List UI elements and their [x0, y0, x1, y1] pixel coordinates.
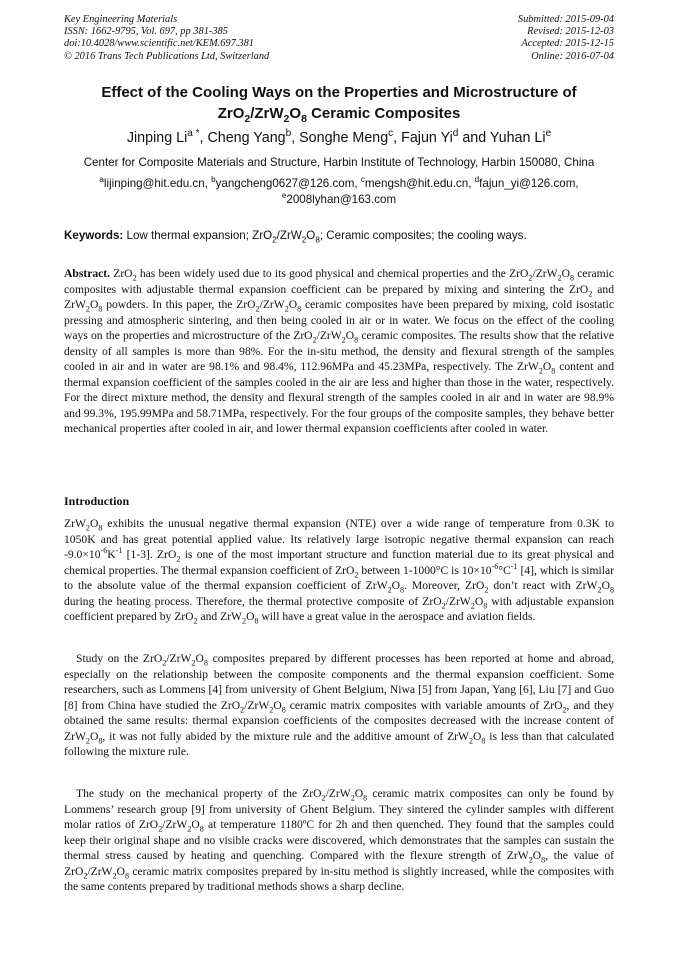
- author: Fajun Yi$^d$ and: [401, 128, 490, 146]
- affiliation: Center for Composite Materials and Structure, Harbin Institute of Technology, Harbin 150080, China: [83, 156, 595, 169]
- keywords-label: Keywords:: [64, 229, 124, 242]
- journal-copyright: © 2016 Trans Tech Publications Ltd, Switzerland: [64, 50, 270, 62]
- abstract-label: Abstract.: [64, 267, 111, 280]
- submitted-date: Submitted: 2015-09-04: [517, 14, 614, 25]
- revised-date: Revised: 2015-12-03: [527, 26, 614, 38]
- online-date: Online: 2016-07-04: [531, 50, 614, 62]
- abstract: [64, 266, 614, 437]
- title-line-1: Effect of the Cooling Ways on the Properties and Microstructure of: [101, 84, 577, 101]
- section-heading-introduction: Introduction: [64, 494, 130, 508]
- intro-paragraph-1: $ZrW_2O_8$ exhibits the unusual negative thermal expansion (NTE) over a wide range of temperature from 0.3K to 1050K and has great potential applied value. Its relatively large isotropic negative thermal expansion can reach $-9.0\times 10^{-6}K^{-1}$ [1-3]. ZrO$_2$ is one of the most important structure and function material due to its great physical and chemical properties. The thermal expansion coefficient of ZrO$_2$ between 1-1000°C is $10\times 10^{-6}^\circ C^{-1}$ [4], which is similar to the absolute value of the thermal expansion coefficient of $ZrW_2O_8$. Moreover, ZrO$_2$ don’t react with $ZrW_2O_8$ during the heating process. Therefore, the thermal protective composite of $ZrO_2/ZrW_2O_8$ with adjustable expansion coefficient prepared by ZrO$_2$ and $ZrW_2O_8$ will have a great value in the aerospace and aviation fields.: [64, 517, 614, 626]
- abstract-body: ZrO$_2$ has been widely used due to its good physical and chemical properties and the $ZrO_2/ZrW_2O_8$ ceramic composites with adjustable thermal expansion coefficient can be prepared by mixing and sintering the ZrO$_2$ and $ZrW_2O_8$ powders. In this paper, the $ZrO_2/ZrW_2O_8$ ceramic composites have been prepared by mixing, cold isostatic pressing and atmospheric sintering, and then being cooled in air or in water. We focus on the effect of the cooling ways on the properties and microstructure of the $ZrO_2/ZrW_2O_8$ ceramic composites. The results show that the relative density of all samples is more than 98%. For the in-situ method, the density and flexural strength of the samples cooled in air and in water are 98.1% and 98.4%, 112.96MPa and 45.23MPa, respectively. The $ZrW_2O_8$ content and thermal expansion coefficient of the samples cooled in the air are less and higher than those in the water, respectively. For the direct mixture method, the density and flexural strength of the samples cooled in air and in water are 98.9% and 99.3%, 195.99MPa and 58.71MPa, respectively. For the four groups of the composite samples, they behave better mechanical properties after cooled in air, and lower thermal expansion coefficients after cooled in water.: [64, 267, 615, 435]
- journal-name: Key Engineering Materials: [64, 14, 178, 25]
- email[interactable]: $^d$fajun_yi@126.com: [474, 175, 576, 190]
- journal-issn: ISSN: 1662-9795, Vol. 697, pp 381-385: [64, 26, 228, 38]
- intro-paragraph-2: Study on the $ZrO_2/ZrW_2O_8$ composites prepared by different processes has been reported at home and abroad, especially on the relationship between the composite components and the thermal expansion coefficient. Some researchers, such as Lommens [4] from university of Ghent Belgium, Niwa [5] from Japan, Yang [6], Liu [7] and Guo [8] from China have studied the $ZrO_2/ZrW_2O_8$ ceramic matrix composites with variable amounts of ZrO$_2$, and they obtained the same results: thermal expansion coefficients of the composites decreased with the increase content of $ZrW_2O_8$, it was not fully abided by the mixture rule and the additive amount of $ZrW_2O_8$ is less than that calculated following the mixture rule.: [64, 652, 615, 758]
- keywords: Keywords: Low thermal expansion; $ZrO_2/ZrW_2O_8$; Ceramic composites; the cooling ways.: [64, 229, 527, 245]
- author: Yuhan Li$^e$: [489, 128, 552, 146]
- title-line-2: $ZrO_2/ZrW_2O_8$ Ceramic Composites: [217, 105, 461, 125]
- email[interactable]: $^a$lijinping@hit.edu.cn: [99, 175, 205, 190]
- author-list: [64, 128, 614, 148]
- email[interactable]: $^b$yangcheng0627@126.com: [211, 175, 355, 190]
- author: Cheng Yang$^b$,: [207, 128, 300, 146]
- author: Songhe Meng$^c$,: [299, 128, 402, 146]
- submission-dates: [518, 14, 614, 63]
- journal-doi: doi:10.4028/www.scientific.net/KEM.697.381: [64, 38, 254, 50]
- email[interactable]: $^e$2008lyhan@163.com: [281, 191, 397, 206]
- author-emails: $^a$lijinping@hit.edu.cn, $^b$yangcheng0627@126.com, $^c$mengsh@hit.edu.cn, $^d$fajun_yi@126.com, $^e$2008lyhan@163.com: [99, 175, 579, 206]
- author: Jinping $Li^{a *}$,: [126, 128, 208, 146]
- email[interactable]: $^c$mengsh@hit.edu.cn: [360, 175, 469, 190]
- accepted-date: Accepted: 2015-12-15: [521, 38, 614, 50]
- intro-paragraph-3: The study on the mechanical property of the $ZrO_2/ZrW_2O_8$ ceramic matrix composites can only be found by Lommens’ research group [9] from university of Ghent Belgium. They sintered the cylinder samples with different molar ratios of $ZrO_2/ZrW_2O_8$ at temperature 1180ºC for 2h and then quenched. They found that the samples could keep their original shape and no visible cracks were discovered, which demonstrates that the samples can sustain the thermal stress caused by heating and quenching. Compared with the flexure strength of $ZrW_2O_8$, the value of $ZrO_2/ZrW_2O_8$ ceramic matrix composites prepared by in-situ method is slightly increased, while the composites with the same contents prepared by traditional methods shows a sharp decline.: [64, 787, 615, 893]
- journal-info: [64, 14, 269, 63]
- paper-title: [64, 82, 614, 124]
